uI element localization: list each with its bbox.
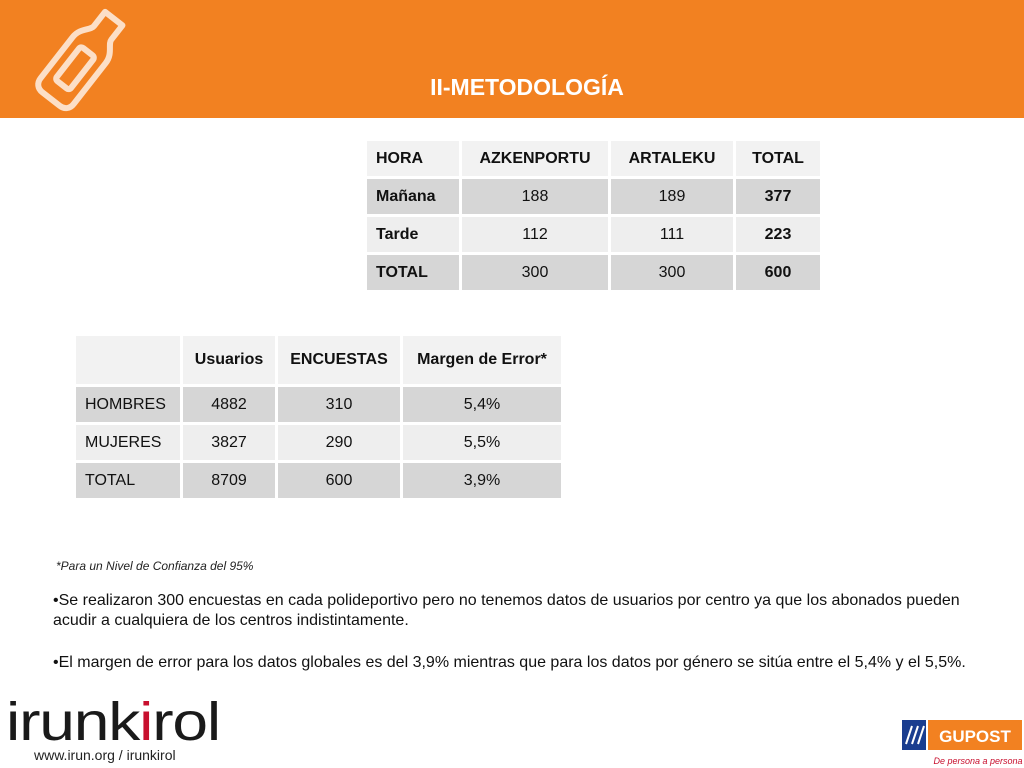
- table-cell: 189: [611, 179, 733, 214]
- table-row: [76, 387, 561, 422]
- table-cell: 8709: [183, 463, 275, 498]
- row-label: MUJERES: [76, 425, 180, 460]
- svg-text:GUPOST: GUPOST: [939, 727, 1011, 746]
- table-cell: 310: [278, 387, 400, 422]
- table-cell: 3827: [183, 425, 275, 460]
- column-header: AZKENPORTU: [462, 141, 608, 176]
- irunkirol-url: www.irun.org / irunkirol: [34, 747, 176, 763]
- total-cell: 377: [736, 179, 820, 214]
- bullet-surveys: •Se realizaron 300 encuestas en cada polideportivo pero no tenemos datos de usuarios por centro ya que los abonados pueden acudir a cualquiera de los centros indistintamente.: [53, 592, 960, 629]
- row-label: HOMBRES: [76, 387, 180, 422]
- irunkirol-logo: [6, 686, 226, 746]
- table-row: [367, 255, 820, 290]
- confidence-footnote: *Para un Nivel de Confianza del 95%: [56, 559, 254, 573]
- table-row: [76, 463, 561, 498]
- column-header: TOTAL: [736, 141, 820, 176]
- table-cell: 600: [278, 463, 400, 498]
- table-cell: 111: [611, 217, 733, 252]
- header-band: [0, 0, 1024, 118]
- bullet-error-margin: •El margen de error para los datos globales es del 3,9% mientras que para los datos por género se sitúa entre el 5,4% y el 5,5%.: [53, 654, 966, 671]
- column-header: [76, 336, 180, 384]
- table-cell: 300: [462, 255, 608, 290]
- total-cell: 600: [736, 255, 820, 290]
- column-header: ENCUESTAS: [278, 336, 400, 384]
- row-label: Tarde: [367, 217, 459, 252]
- row-label: TOTAL: [367, 255, 459, 290]
- page-title: II-METODOLOGÍA: [430, 74, 624, 100]
- svg-text:De persona a persona: De persona a persona: [933, 756, 1023, 766]
- table-cell: 290: [278, 425, 400, 460]
- hora-table: [364, 138, 823, 293]
- table-cell: 5,5%: [403, 425, 561, 460]
- column-header: ARTALEKU: [611, 141, 733, 176]
- table-cell: 5,4%: [403, 387, 561, 422]
- column-header: Margen de Error*: [403, 336, 561, 384]
- row-label: TOTAL: [76, 463, 180, 498]
- table-header-row: [367, 141, 820, 176]
- table-cell: 3,9%: [403, 463, 561, 498]
- total-cell: 223: [736, 217, 820, 252]
- row-label: Mañana: [367, 179, 459, 214]
- table-cell: 188: [462, 179, 608, 214]
- gupost-logo: [900, 718, 1024, 768]
- column-header: Usuarios: [183, 336, 275, 384]
- table-cell: 112: [462, 217, 608, 252]
- table-row: [367, 217, 820, 252]
- svg-text:irunkirol: irunk irol: [6, 692, 210, 746]
- column-header: HORA: [367, 141, 459, 176]
- table-cell: 4882: [183, 387, 275, 422]
- table-row: [76, 425, 561, 460]
- table-header-row: [76, 336, 561, 384]
- table-row: [367, 179, 820, 214]
- table-cell: 300: [611, 255, 733, 290]
- gender-table: [73, 333, 564, 501]
